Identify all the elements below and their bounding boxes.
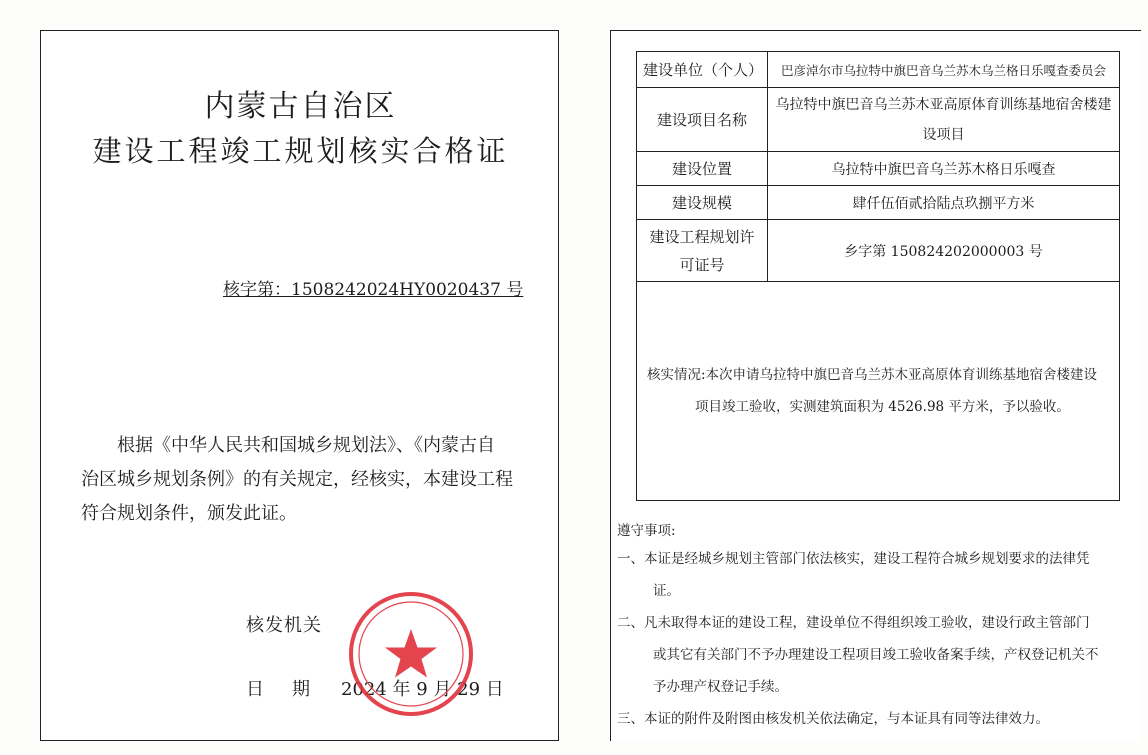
notes-title: 遵守事项: [617, 523, 676, 539]
issuer-label: 核发机关 [246, 615, 322, 636]
row-label: 建设位置 [637, 152, 768, 186]
verification-line: 项目竣工验收，实测建筑面积为 4526.98 平方米，予以验收。 [695, 399, 1070, 415]
verification-line: 核实情况:本次申请乌拉特中旗巴音乌兰苏木亚高原体育训练基地宿舍楼建设 [647, 367, 1098, 383]
verification-cell [637, 282, 1120, 501]
region-heading: 内蒙古自治区 [204, 89, 397, 124]
note-continuation: 予办理产权登记手续。 [653, 679, 788, 695]
table-row [637, 220, 1120, 282]
note-continuation: 证。 [653, 583, 680, 599]
issue-date: 2024 年 9 月 29 日 [341, 679, 504, 700]
table-row [637, 186, 1120, 220]
project-info-table [636, 51, 1120, 501]
certificate-body [81, 429, 521, 531]
official-seal-icon [346, 589, 476, 719]
note-continuation: 或其它有关部门不予办理建设工程项目竣工验收备案手续，产权登记机关不 [653, 647, 1099, 663]
row-label: 建设工程规划许可证号 [637, 220, 768, 282]
certificate-number: 核字第：1508242024HY0020437 号 [223, 280, 524, 300]
certificate-front-page [40, 30, 559, 741]
body-line: 治区城乡规划条例》的有关规定，经核实，本建设工程 [81, 469, 513, 490]
row-value: 乡字第 150824202000003 号 [768, 220, 1120, 282]
note-item: 一、本证是经城乡规划主管部门依法核实，建设工程符合城乡规划要求的法律凭 [617, 551, 1090, 567]
compliance-notes [617, 519, 1137, 735]
row-value: 巴彦淖尔市乌拉特中旗巴音乌兰苏木乌兰格日乐嘎查委员会 [768, 52, 1120, 88]
row-label: 建设单位（个人） [637, 52, 768, 88]
table-row [637, 282, 1120, 501]
row-value: 肆仟伍佰贰拾陆点玖捌平方米 [768, 186, 1120, 220]
certificate-title: 建设工程竣工规划核实合格证 [92, 134, 509, 168]
date-label: 日期 [246, 679, 338, 700]
row-value: 乌拉特中旗巴音乌兰苏木格日乐嘎查 [768, 152, 1120, 186]
certificate-back-page [610, 30, 1141, 741]
table-row [637, 152, 1120, 186]
body-line: 根据《中华人民共和国城乡规划法》、《内蒙古自 [117, 435, 495, 456]
table-row [637, 52, 1120, 88]
note-item: 二、凡未取得本证的建设工程，建设单位不得组织竣工验收，建设行政主管部门 [617, 615, 1090, 631]
note-item: 三、本证的附件及附图由核发机关依法确定，与本证具有同等法律效力。 [617, 711, 1049, 727]
row-label: 建设规模 [637, 186, 768, 220]
row-label: 建设项目名称 [637, 88, 768, 152]
table-row [637, 88, 1120, 152]
body-line: 符合规划条件，颁发此证。 [81, 503, 297, 524]
row-value: 乌拉特中旗巴音乌兰苏木亚高原体育训练基地宿舍楼建设项目 [768, 88, 1120, 152]
